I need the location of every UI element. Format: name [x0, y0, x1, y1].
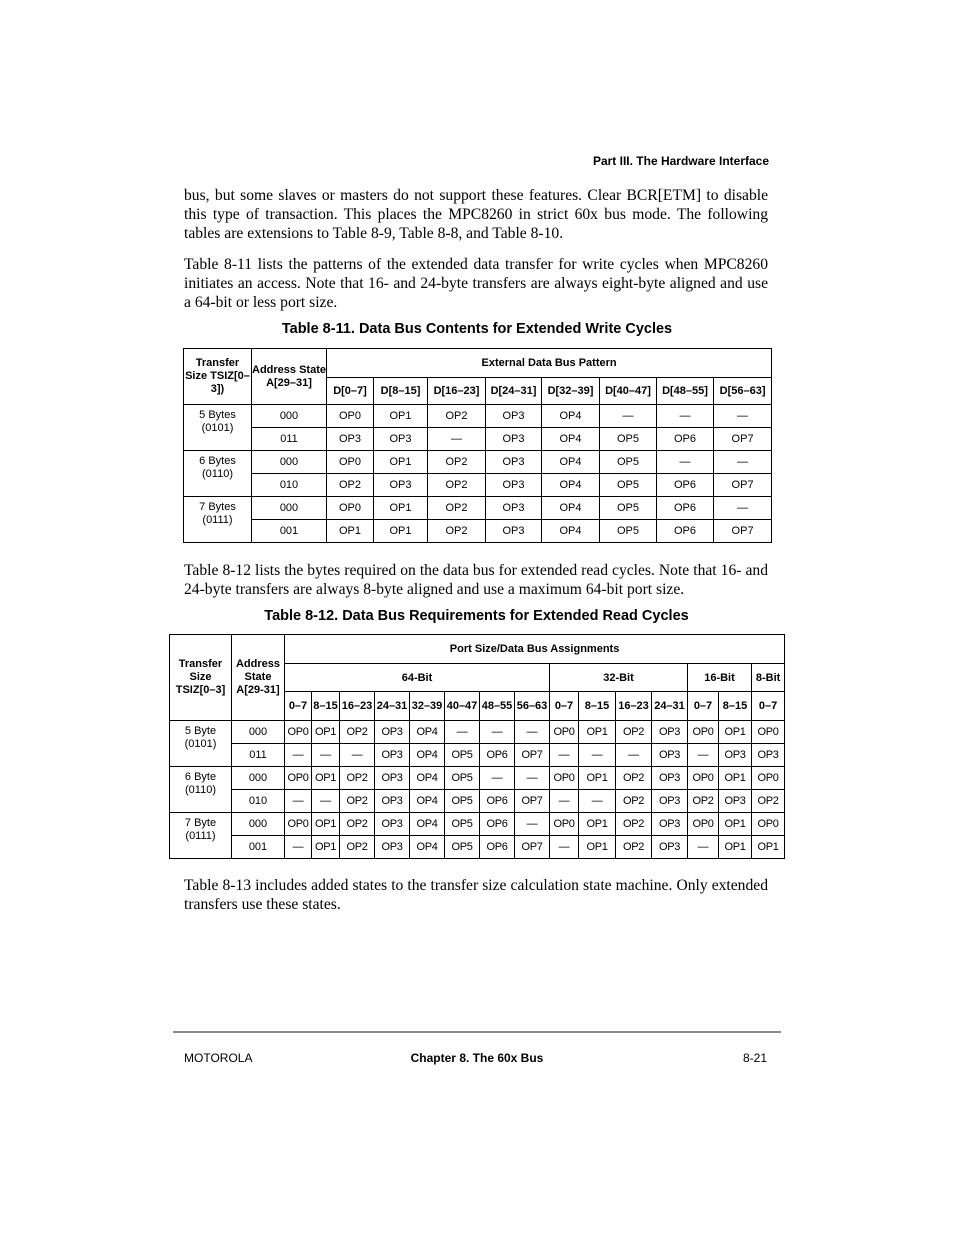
address-state-cell: 011	[252, 428, 327, 451]
transfer-size-code: (0110)	[202, 468, 233, 480]
transfer-size-code: (0101)	[201, 422, 234, 434]
table-row	[170, 836, 785, 859]
data-cell: OP2	[616, 721, 652, 744]
data-cell: —	[550, 790, 579, 813]
data-cell: —	[550, 836, 579, 859]
data-cell: OP0	[688, 813, 719, 836]
data-cell: —	[550, 744, 579, 767]
data-cell: OP5	[600, 474, 657, 497]
sub-header: D[24–31]	[486, 378, 542, 405]
data-cell: —	[515, 767, 550, 790]
footer-rule	[173, 1031, 781, 1033]
sub-header: 32–39	[410, 692, 445, 721]
data-cell: OP4	[410, 767, 445, 790]
sub-header: 8–15	[579, 692, 616, 721]
table-row	[170, 767, 785, 790]
data-cell: OP0	[752, 767, 785, 790]
data-cell: —	[657, 451, 714, 474]
table-8-12	[169, 634, 785, 859]
transfer-size-label: 5 Byte	[184, 725, 217, 737]
data-cell: OP6	[480, 744, 515, 767]
table-row	[184, 520, 772, 543]
data-cell: OP1	[374, 497, 428, 520]
data-cell: OP3	[375, 836, 410, 859]
address-state-cell: 000	[232, 721, 285, 744]
data-cell: OP6	[480, 836, 515, 859]
data-cell: OP5	[445, 790, 480, 813]
sub-header: D[56–63]	[714, 378, 772, 405]
address-state-cell: 000	[252, 405, 327, 428]
body-paragraph-1: bus, but some slaves or masters do not support these features. Clear BCR[ETM] to disable this type of transaction. This places the MPC8260 in strict 60x bus mode. The following tables are extensions to Table 8-9, Table 8-8, and Table 8-10.	[184, 187, 768, 242]
data-cell: OP4	[542, 520, 600, 543]
data-cell: OP0	[550, 813, 579, 836]
col-header-transfer-size: Transfer Size TSIZ[0–3])	[184, 349, 252, 405]
data-cell: OP3	[652, 790, 688, 813]
data-cell: OP0	[688, 767, 719, 790]
body-paragraph-2: Table 8-11 lists the patterns of the extended data transfer for write cycles when MPC8260 initiates an access. Note that 16- and 24-byte transfers are always eight-byte aligned and use a 64-bit or less port size.	[184, 256, 768, 311]
data-cell: OP5	[445, 813, 480, 836]
data-cell: OP4	[410, 721, 445, 744]
data-cell: OP2	[616, 813, 652, 836]
transfer-size-label: 7 Bytes	[199, 501, 236, 513]
data-cell: —	[285, 836, 312, 859]
data-cell: —	[616, 744, 652, 767]
col-header-address-state: Address State A[29–31]	[252, 349, 327, 405]
data-cell: OP3	[652, 721, 688, 744]
data-cell: OP5	[600, 451, 657, 474]
data-cell: OP2	[428, 405, 486, 428]
data-cell: —	[428, 428, 486, 451]
data-cell: OP6	[657, 428, 714, 451]
data-cell: OP5	[445, 836, 480, 859]
transfer-size-code: (0111)	[185, 830, 216, 842]
address-state-cell: 000	[232, 813, 285, 836]
data-cell: OP3	[486, 520, 542, 543]
data-cell: OP3	[486, 428, 542, 451]
running-head: Part III. The Hardware Interface	[592, 154, 769, 168]
transfer-size-cell	[184, 405, 252, 451]
col-header-address-state: Address State A[29-31]	[232, 635, 285, 721]
data-cell: OP0	[688, 721, 719, 744]
table-row	[170, 721, 785, 744]
data-cell: OP2	[616, 836, 652, 859]
sub-header: D[32–39]	[542, 378, 600, 405]
data-cell: OP1	[374, 520, 428, 543]
data-cell: OP5	[600, 428, 657, 451]
sub-header: 40–47	[445, 692, 480, 721]
data-cell: OP3	[652, 744, 688, 767]
table-row	[184, 428, 772, 451]
data-cell: OP7	[714, 474, 772, 497]
data-cell: OP1	[719, 813, 752, 836]
data-cell: OP3	[375, 721, 410, 744]
transfer-size-cell	[170, 813, 232, 859]
data-cell: OP2	[340, 790, 375, 813]
sub-header: 24–31	[652, 692, 688, 721]
data-cell: OP3	[374, 428, 428, 451]
data-cell: OP4	[410, 790, 445, 813]
data-cell: OP0	[550, 767, 579, 790]
footer-publisher: MOTOROLA	[184, 1051, 253, 1065]
data-cell: OP0	[285, 767, 312, 790]
data-cell: OP1	[752, 836, 785, 859]
data-cell: OP3	[486, 474, 542, 497]
data-cell: —	[312, 744, 340, 767]
data-cell: OP2	[340, 836, 375, 859]
sub-header: 8–15	[719, 692, 752, 721]
data-cell: OP7	[515, 836, 550, 859]
sub-header: 0–7	[752, 692, 785, 721]
transfer-size-label: 6 Byte	[184, 771, 217, 783]
col-header-group: Port Size/Data Bus Assignments	[285, 635, 785, 664]
data-cell: OP3	[752, 744, 785, 767]
data-cell: OP0	[327, 451, 374, 474]
data-cell: —	[688, 836, 719, 859]
data-cell: —	[714, 497, 772, 520]
data-cell: OP1	[327, 520, 374, 543]
footer-page-number: 8-21	[742, 1051, 767, 1065]
data-cell: OP2	[752, 790, 785, 813]
data-cell: OP5	[600, 497, 657, 520]
transfer-size-cell	[170, 721, 232, 767]
data-cell: OP3	[375, 813, 410, 836]
data-cell: —	[657, 405, 714, 428]
transfer-size-label: 5 Bytes	[199, 409, 236, 421]
sub-header: 24–31	[375, 692, 410, 721]
sub-header: 0–7	[550, 692, 579, 721]
address-state-cell: 011	[232, 744, 285, 767]
data-cell: OP2	[340, 813, 375, 836]
data-cell: OP2	[428, 474, 486, 497]
data-cell: —	[579, 790, 616, 813]
data-cell: OP4	[542, 451, 600, 474]
table-row	[184, 405, 772, 428]
sub-header: D[0–7]	[327, 378, 374, 405]
data-cell: OP0	[285, 813, 312, 836]
port-header-64-bit: 64-Bit	[285, 664, 550, 692]
data-cell: OP3	[652, 836, 688, 859]
table-row	[170, 744, 785, 767]
data-cell: OP4	[410, 836, 445, 859]
transfer-size-cell	[184, 451, 252, 497]
data-cell: OP3	[652, 767, 688, 790]
transfer-size-code: (0101)	[184, 738, 217, 750]
data-cell: OP0	[285, 721, 312, 744]
table-8-11	[183, 348, 772, 543]
data-cell: OP1	[719, 767, 752, 790]
transfer-size-code: (0110)	[185, 784, 216, 796]
data-cell: OP0	[327, 497, 374, 520]
data-cell: OP1	[312, 767, 340, 790]
data-cell: OP7	[714, 520, 772, 543]
address-state-cell: 001	[232, 836, 285, 859]
data-cell: OP6	[657, 520, 714, 543]
data-cell: OP2	[688, 790, 719, 813]
data-cell: OP3	[486, 451, 542, 474]
sub-header: D[16–23]	[428, 378, 486, 405]
data-cell: OP7	[714, 428, 772, 451]
data-cell: OP3	[375, 790, 410, 813]
data-cell: —	[515, 721, 550, 744]
data-cell: OP4	[410, 744, 445, 767]
sub-header: 8–15	[312, 692, 340, 721]
data-cell: OP1	[312, 721, 340, 744]
data-cell: OP1	[719, 836, 752, 859]
data-cell: OP3	[486, 405, 542, 428]
data-cell: OP3	[375, 744, 410, 767]
sub-header: D[8–15]	[374, 378, 428, 405]
body-paragraph-3: Table 8-12 lists the bytes required on the data bus for extended read cycles. Note that 16- and 24-byte transfers are always 8-byte aligned and use a maximum 64-bit port size.	[184, 562, 768, 598]
data-cell: OP7	[515, 744, 550, 767]
address-state-cell: 001	[252, 520, 327, 543]
data-cell: —	[688, 744, 719, 767]
transfer-size-cell	[170, 767, 232, 813]
address-state-cell: 000	[252, 497, 327, 520]
data-cell: —	[480, 767, 515, 790]
col-header-group: External Data Bus Pattern	[327, 349, 772, 378]
data-cell: OP6	[657, 474, 714, 497]
data-cell: OP2	[340, 767, 375, 790]
data-cell: —	[600, 405, 657, 428]
data-cell: —	[312, 790, 340, 813]
table-row	[184, 474, 772, 497]
data-cell: OP2	[428, 451, 486, 474]
data-cell: —	[579, 744, 616, 767]
col-header-transfer-size: Transfer Size TSIZ[0–3]	[170, 635, 232, 721]
data-cell: —	[515, 813, 550, 836]
data-cell: OP1	[312, 813, 340, 836]
address-state-cell: 010	[252, 474, 327, 497]
data-cell: OP4	[542, 428, 600, 451]
data-cell: OP6	[480, 813, 515, 836]
transfer-size-cell	[184, 497, 252, 543]
sub-header: D[48–55]	[657, 378, 714, 405]
data-cell: OP6	[480, 790, 515, 813]
sub-header: 48–55	[480, 692, 515, 721]
data-cell: OP5	[445, 767, 480, 790]
data-cell: OP4	[542, 497, 600, 520]
sub-header: 0–7	[688, 692, 719, 721]
data-cell: OP1	[579, 721, 616, 744]
data-cell: OP1	[579, 836, 616, 859]
data-cell: OP2	[428, 520, 486, 543]
data-cell: OP6	[657, 497, 714, 520]
data-cell: OP3	[652, 813, 688, 836]
data-cell: —	[714, 405, 772, 428]
transfer-size-label: 7 Byte	[184, 817, 217, 829]
table-row	[184, 497, 772, 520]
data-cell: —	[285, 744, 312, 767]
data-cell: OP1	[374, 405, 428, 428]
transfer-size-code: (0111)	[202, 514, 233, 526]
data-cell: OP3	[719, 744, 752, 767]
data-cell: OP1	[719, 721, 752, 744]
data-cell: OP4	[410, 813, 445, 836]
data-cell: OP1	[312, 836, 340, 859]
data-cell: —	[285, 790, 312, 813]
table-row	[170, 813, 785, 836]
data-cell: OP5	[600, 520, 657, 543]
data-cell: OP4	[542, 474, 600, 497]
port-header-8-bit: 8-Bit	[752, 664, 785, 692]
address-state-cell: 010	[232, 790, 285, 813]
table-row	[184, 451, 772, 474]
data-cell: OP3	[375, 767, 410, 790]
data-cell: —	[340, 744, 375, 767]
table-8-12-title: Table 8-12. Data Bus Requirements for Extended Read Cycles	[264, 608, 689, 624]
data-cell: —	[480, 721, 515, 744]
data-cell: OP1	[579, 767, 616, 790]
sub-header: 16–23	[616, 692, 652, 721]
data-cell: OP3	[374, 474, 428, 497]
data-cell: OP0	[752, 721, 785, 744]
data-cell: OP2	[340, 721, 375, 744]
data-cell: OP1	[579, 813, 616, 836]
data-cell: OP4	[542, 405, 600, 428]
table-8-11-title: Table 8-11. Data Bus Contents for Extended Write Cycles	[281, 321, 673, 337]
sub-header: 56–63	[515, 692, 550, 721]
port-header-16-bit: 16-Bit	[688, 664, 752, 692]
address-state-cell: 000	[252, 451, 327, 474]
data-cell: OP1	[374, 451, 428, 474]
sub-header: D[40–47]	[600, 378, 657, 405]
data-cell: —	[445, 721, 480, 744]
sub-header: 0–7	[285, 692, 312, 721]
data-cell: OP2	[428, 497, 486, 520]
data-cell: OP0	[752, 813, 785, 836]
data-cell: OP2	[616, 767, 652, 790]
address-state-cell: 000	[232, 767, 285, 790]
data-cell: OP0	[550, 721, 579, 744]
data-cell: OP2	[327, 474, 374, 497]
data-cell: OP2	[616, 790, 652, 813]
data-cell: OP3	[327, 428, 374, 451]
data-cell: OP0	[327, 405, 374, 428]
table-row	[170, 790, 785, 813]
footer-chapter: Chapter 8. The 60x Bus	[410, 1051, 544, 1065]
data-cell: OP7	[515, 790, 550, 813]
data-cell: OP3	[486, 497, 542, 520]
data-cell: —	[714, 451, 772, 474]
data-cell: OP3	[719, 790, 752, 813]
transfer-size-label: 6 Bytes	[199, 455, 236, 467]
port-header-32-bit: 32-Bit	[550, 664, 688, 692]
sub-header: 16–23	[340, 692, 375, 721]
data-cell: OP5	[445, 744, 480, 767]
body-paragraph-4: Table 8-13 includes added states to the transfer size calculation state machine. Only extended transfers use these states.	[184, 877, 768, 913]
